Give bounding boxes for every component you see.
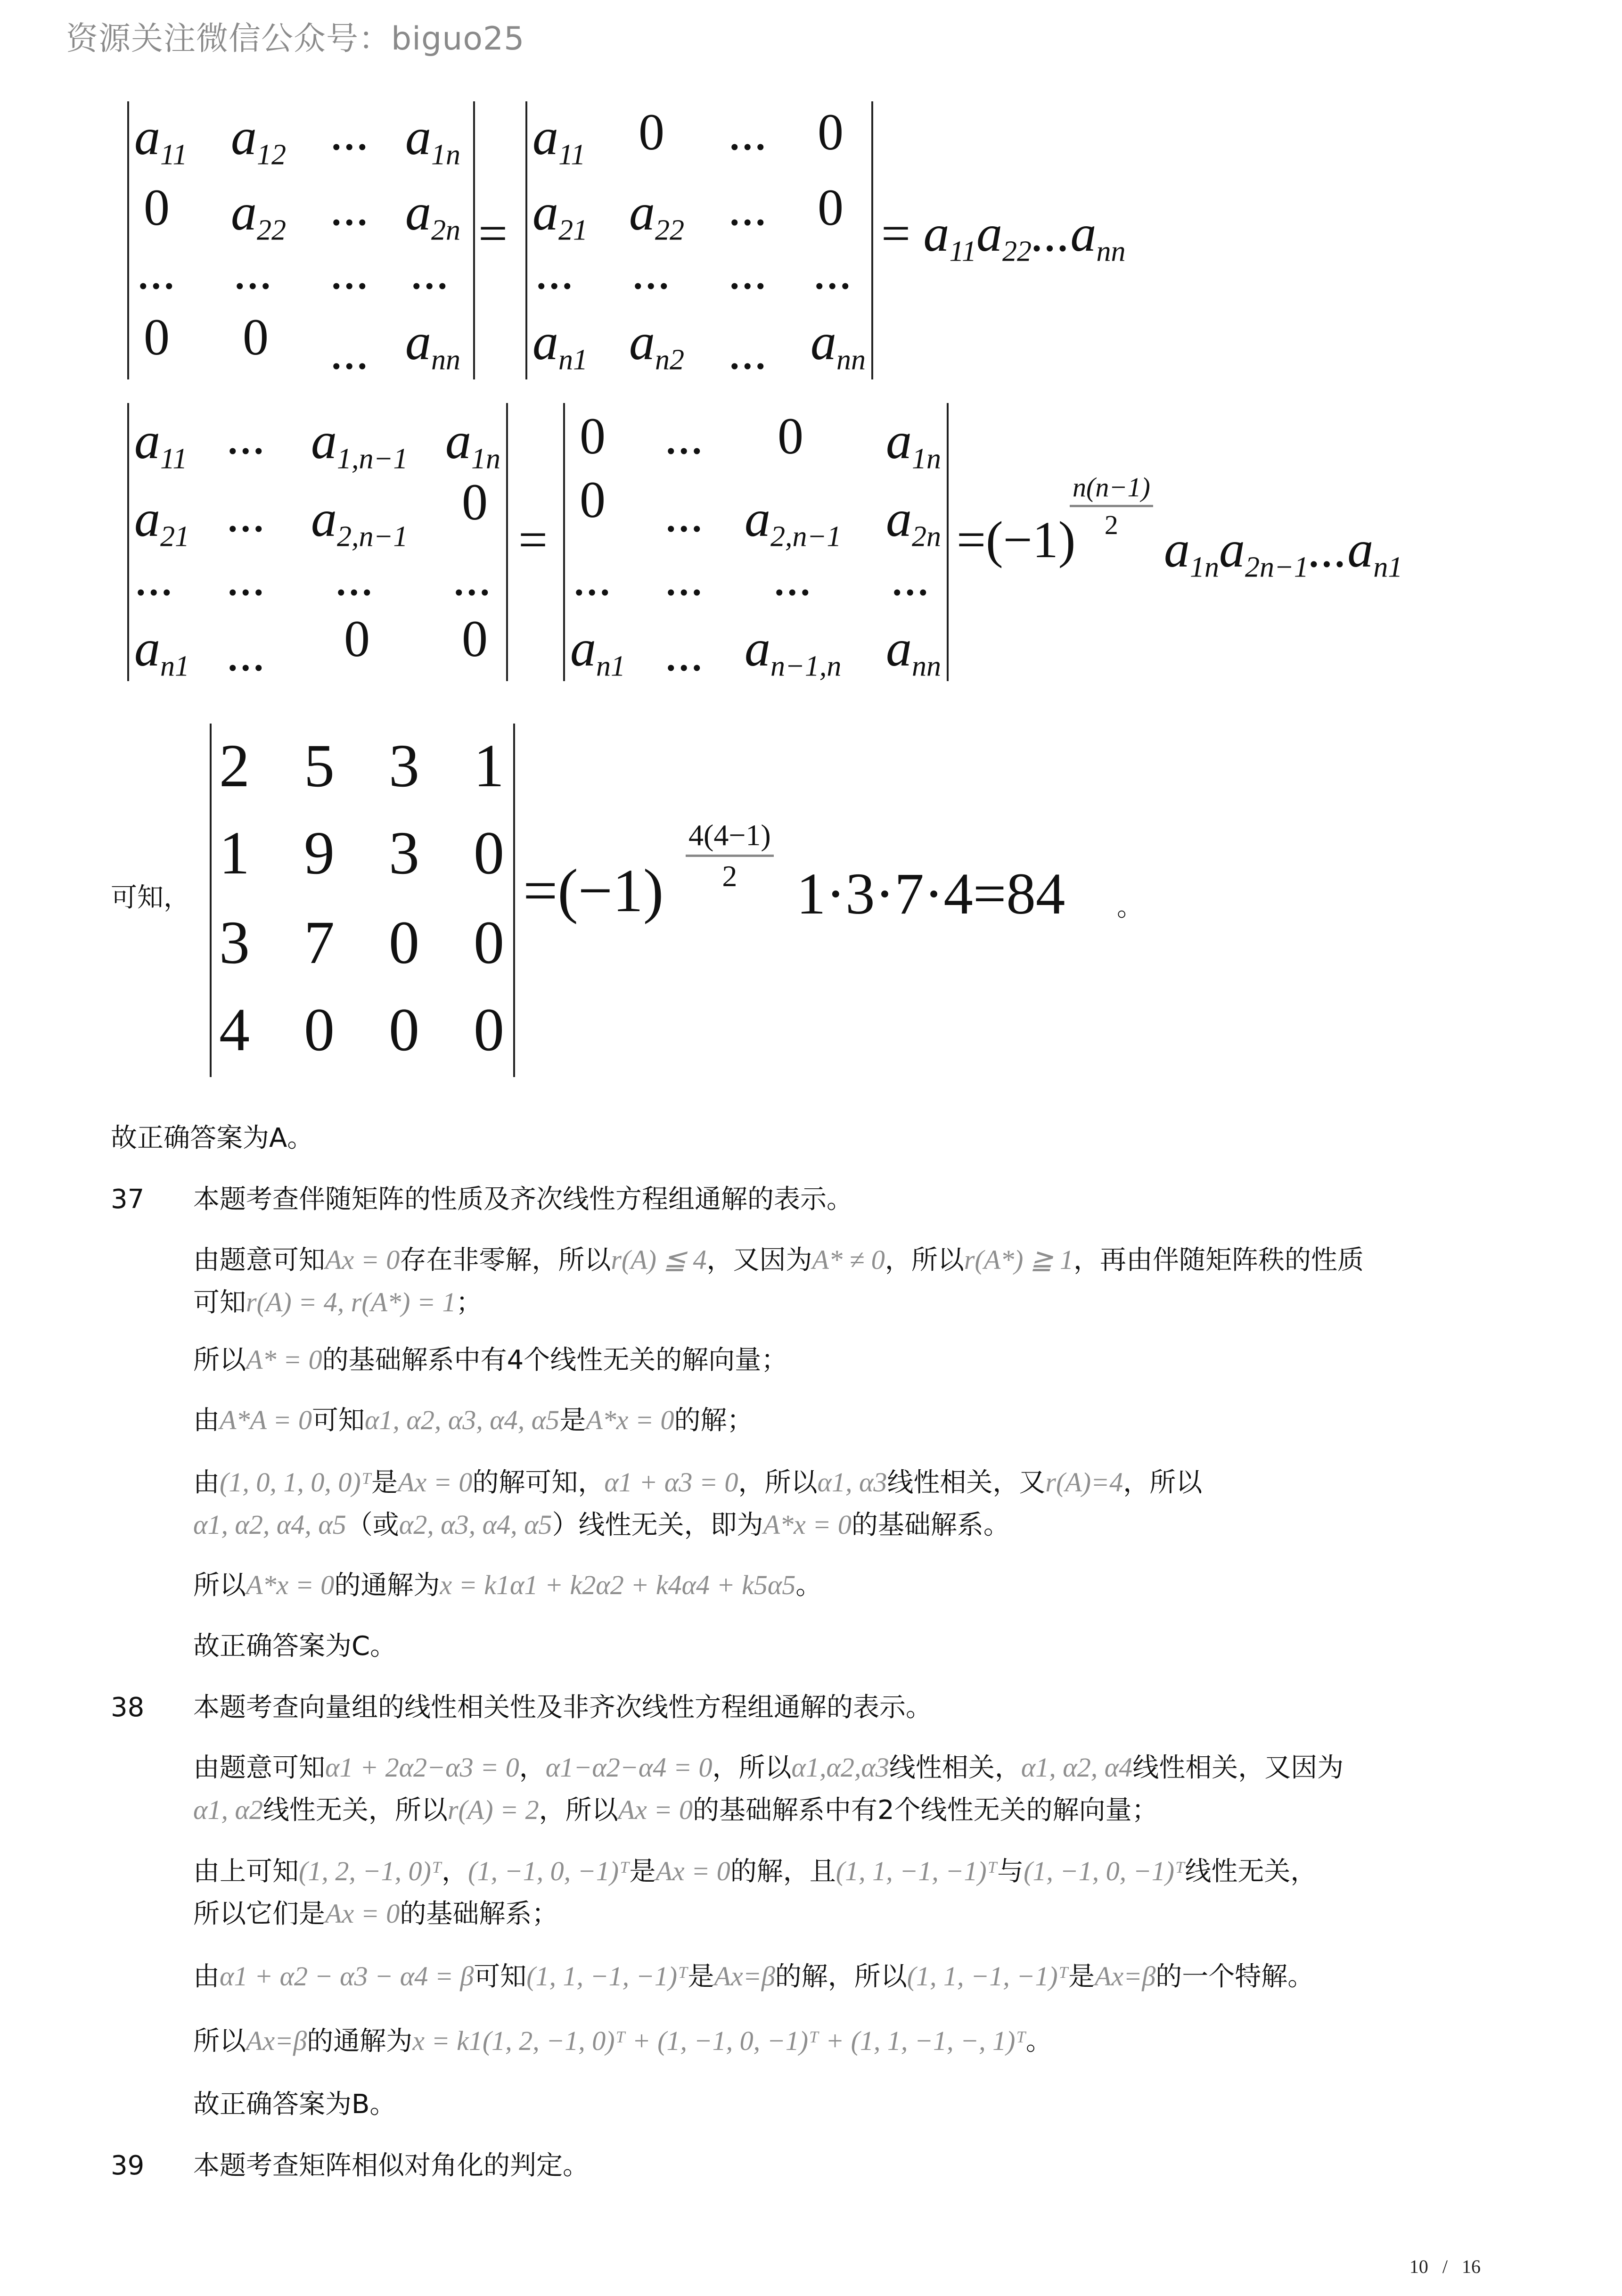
exponent-numerator: 4(4−1) <box>686 818 774 857</box>
cell: 0 <box>474 819 504 887</box>
cell: 1 <box>474 732 504 800</box>
cell: ... <box>410 242 449 300</box>
explanation-line: 由题意可知α1 + 2α2−α3 = 0，α1−α2−α4 = 0，所以α1,α2,α3线性相关，α1, α2, α4线性相关，又因为 <box>193 1752 1344 1783</box>
cell: ... <box>573 549 612 606</box>
explanation-line: 所以A* = 0的基础解系中有4个线性无关的解向量； <box>193 1344 788 1375</box>
explanation-line: 由A*A = 0可知α1, α2, α3, α4, α5是A*x = 0的解； <box>193 1405 754 1436</box>
cell: 0 <box>462 610 488 667</box>
cell: ... <box>226 407 265 465</box>
cell: 0 <box>344 610 370 667</box>
watermark-header: 资源关注微信公众号：biguo25 <box>66 20 525 58</box>
example-product: 1·3·7·4=84 <box>796 862 1065 927</box>
formula2-product: $a_{1n}a_{2n-1}...a_{n1}$ <box>1164 520 1403 584</box>
cell: 0 <box>818 103 844 161</box>
cell: ... <box>226 485 265 543</box>
example-end: 。 <box>1117 892 1143 922</box>
explanation-line: 由α1 + α2 − α3 − α4 = β可知(1, 1, −1, −1)ᵀ是Ax=β的解，所以(1, 1, −1, −1)ᵀ是Ax=β的一个特解。 <box>193 1961 1314 1992</box>
exponent-denominator: 2 <box>722 859 737 893</box>
cell: ... <box>134 549 173 606</box>
cell: $a_{1,n-1}$ <box>311 412 408 475</box>
cell: $a_{21}$ <box>134 490 189 553</box>
cell: $a_{n2}$ <box>629 313 684 376</box>
explanation-line: 由上可知(1, 2, −1, 0)ᵀ，(1, −1, 0, −1)ᵀ是Ax = 0的解，且(1, 1, −1, −1)ᵀ与(1, −1, 0, −1)ᵀ线性无关， <box>193 1856 1317 1887</box>
cell: $a_{2,n-1}$ <box>745 490 842 553</box>
cell: $a_{1n}$ <box>886 412 941 475</box>
explanation-line: α1, α2线性无关，所以r(A) = 2，所以Ax = 0的基础解系中有2个线性无关的解向量； <box>193 1794 1158 1826</box>
cell: $a_{1n}$ <box>445 412 500 475</box>
cell: 0 <box>474 996 504 1064</box>
cell: ... <box>330 322 369 380</box>
formula2-prefix: =(−1) <box>957 511 1076 568</box>
page-indicator <box>1409 2255 1481 2278</box>
cell: $a_{n-1,n}$ <box>745 619 842 683</box>
cell: ... <box>664 549 704 606</box>
cell: $a_{2,n-1}$ <box>311 490 408 553</box>
explanation-line: 可知r(A) = 4, r(A*) = 1； <box>193 1287 483 1318</box>
cell: $a_{11}$ <box>532 108 586 171</box>
example-prefix: =(−1) <box>523 857 664 925</box>
question-number: 37 <box>111 1184 145 1215</box>
cell: $a_{21}$ <box>532 183 588 247</box>
cell: $a_{22}$ <box>629 183 684 247</box>
cell: ... <box>233 242 272 300</box>
cell: $a_{nn}$ <box>811 313 866 376</box>
cell: 0 <box>389 909 419 977</box>
cell: ... <box>728 322 767 380</box>
cell: $a_{nn}$ <box>886 619 941 683</box>
cell: 3 <box>389 819 419 887</box>
cell: ... <box>891 549 930 606</box>
equals-sign: = <box>478 205 508 262</box>
formula2-exponent <box>1070 471 1153 541</box>
cell: 0 <box>818 179 844 236</box>
cell: ... <box>226 549 265 606</box>
explanation-line: 由(1, 0, 1, 0, 0)ᵀ是Ax = 0的解可知，α1 + α3 = 0，所以α1, α3线性相关，又r(A)=4，所以 <box>193 1467 1203 1498</box>
cell: ... <box>773 549 812 606</box>
cell: $a_{n1}$ <box>532 313 588 376</box>
cell: 0 <box>243 308 269 366</box>
cell: 0 <box>304 996 335 1064</box>
cell: ... <box>813 242 852 300</box>
cell: 0 <box>778 407 803 465</box>
question-number: 38 <box>111 1692 145 1723</box>
cell: ... <box>226 624 265 682</box>
explanation-line: 由题意可知Ax = 0存在非零解，所以r(A) ≦ 4，又因为A* ≠ 0，所以r(A*) ≧ 1，再由伴随矩阵秩的性质 <box>193 1244 1364 1276</box>
page-separator: / <box>1442 2256 1448 2277</box>
cell: ... <box>728 179 767 236</box>
explanation-line: α1, α2, α4, α5（或α2, α3, α4, α5）线性无关，即为A*x = 0的基础解系。 <box>193 1509 1010 1540</box>
determinant-4x4 <box>210 724 515 1077</box>
cell: ... <box>137 242 176 300</box>
cell: $a_{n1}$ <box>134 619 189 683</box>
cell: 0 <box>144 308 170 366</box>
cell: ... <box>330 242 369 300</box>
cell: 2 <box>219 732 250 800</box>
cell: 0 <box>389 996 419 1064</box>
equals-sign: = <box>518 511 548 568</box>
question-title: 本题考查向量组的线性相关性及非齐次线性方程组通解的表示。 <box>193 1692 932 1723</box>
formula1-result: = $a_{11}a_{22}...a_{nn}$ <box>881 205 1126 268</box>
cell: ... <box>330 103 369 161</box>
answer-38: 故正确答案为B。 <box>193 2089 396 2120</box>
cell: 4 <box>219 996 250 1064</box>
cell: 1 <box>219 819 250 887</box>
cell: 0 <box>144 179 170 236</box>
cell: 3 <box>219 909 250 977</box>
explanation-line: 所以Ax=β的通解为x = k1(1, 2, −1, 0)ᵀ + (1, −1, 0, −1)ᵀ + (1, 1, −1, −, 1)ᵀ。 <box>193 2025 1052 2057</box>
cell: ... <box>330 179 369 236</box>
cell: ... <box>728 103 767 161</box>
cell: 0 <box>580 471 606 528</box>
cell: 0 <box>462 473 488 531</box>
cell: 9 <box>304 819 335 887</box>
cell: ... <box>664 485 704 543</box>
cell: 0 <box>580 407 606 465</box>
cell: 0 <box>639 103 664 161</box>
cell: $a_{nn}$ <box>405 313 460 376</box>
cell: $a_{2n}$ <box>405 183 460 247</box>
explanation-line: 所以它们是Ax = 0的基础解系； <box>193 1898 558 1929</box>
cell: $a_{12}$ <box>231 108 286 171</box>
answer-36: 故正确答案为A。 <box>111 1123 314 1153</box>
cell: $a_{11}$ <box>134 108 188 171</box>
explanation-line: 所以A*x = 0的通解为x = k1α1 + k2α2 + k4α4 + k5α5。 <box>193 1570 822 1601</box>
cell: ... <box>335 549 374 606</box>
page-total: 16 <box>1462 2256 1481 2277</box>
cell: ... <box>728 242 767 300</box>
answer-37: 故正确答案为C。 <box>193 1631 397 1662</box>
cell: $a_{11}$ <box>134 412 188 475</box>
cell: ... <box>535 242 574 300</box>
cell: ... <box>631 242 671 300</box>
question-title: 本题考查矩阵相似对角化的判定。 <box>193 2150 589 2181</box>
cell: ... <box>664 407 704 465</box>
question-title: 本题考查伴随矩阵的性质及齐次线性方程组通解的表示。 <box>193 1184 853 1215</box>
cell: $a_{22}$ <box>231 183 286 247</box>
cell: 0 <box>474 909 504 977</box>
exponent-numerator: n(n−1) <box>1070 471 1153 507</box>
cell: $a_{n1}$ <box>570 619 625 683</box>
cell: ... <box>664 624 704 682</box>
question-number: 39 <box>111 2150 145 2181</box>
cell: 3 <box>389 732 419 800</box>
cell: 7 <box>304 909 335 977</box>
cell: $a_{2n}$ <box>886 490 941 553</box>
example-exponent <box>686 818 774 894</box>
exponent-denominator: 2 <box>1104 510 1118 540</box>
page-current: 10 <box>1409 2256 1428 2277</box>
cell: ... <box>452 549 492 606</box>
cell: $a_{1n}$ <box>405 108 460 171</box>
cell: 5 <box>304 732 335 800</box>
example-lead: 可知， <box>111 882 190 913</box>
